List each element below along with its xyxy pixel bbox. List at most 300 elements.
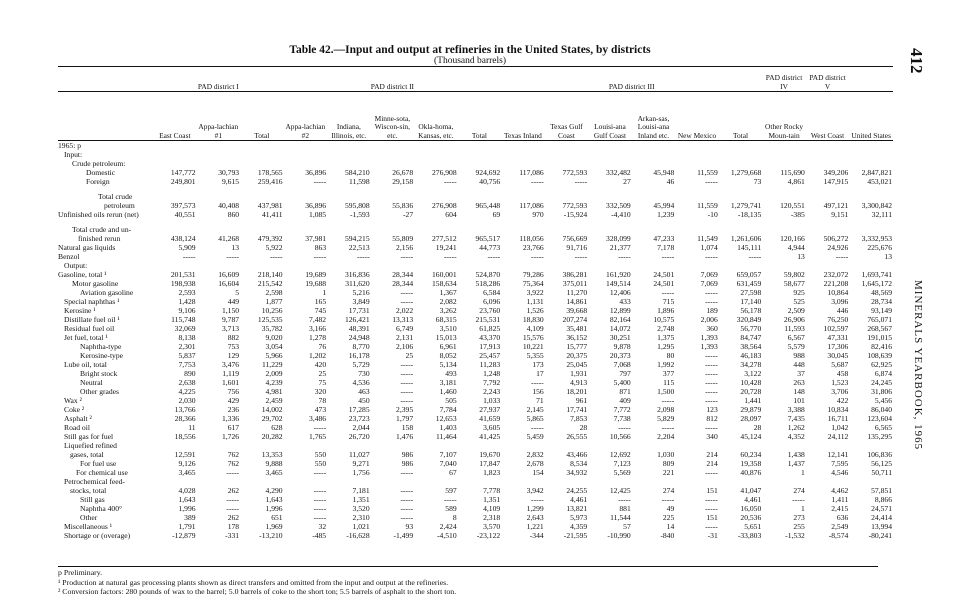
table-cell: 17 (536, 369, 544, 378)
table-cell: 24,501 (653, 270, 675, 279)
table-cell: 715 (662, 297, 675, 306)
table-cell (153, 159, 197, 168)
row-label: For fuel use (80, 459, 117, 468)
table-cell: 5,829 (657, 414, 675, 423)
row-label: Domestic (86, 168, 116, 177)
table-cell: 597 (445, 486, 457, 495)
table-cell: 39,668 (566, 306, 588, 315)
table-cell: 178,565 (257, 168, 283, 177)
table-cell: 890 (184, 369, 196, 378)
table-cell: 1,033 (483, 396, 501, 405)
table-cell: 9,126 (178, 459, 196, 468)
table-cell: 13 (231, 243, 240, 252)
group-header: PAD district IV (762, 67, 806, 92)
table-cell: 79,286 (522, 270, 544, 279)
table-cell: 135,295 (867, 432, 892, 441)
table-cell: -344 (529, 531, 544, 540)
table-cell: 32,069 (174, 324, 196, 333)
table-cell: 812 (706, 414, 718, 423)
table-cell: 9,271 (352, 459, 370, 468)
table-cell: 50,711 (871, 468, 892, 477)
table-cell: 7,040 (439, 459, 457, 468)
table-cell: 3,096 (831, 297, 849, 306)
table-cell (284, 150, 328, 159)
table-title: Table 42.—Input and output at refineries in the United States, by districts (289, 44, 651, 56)
table-cell: 2,301 (178, 342, 196, 351)
table-cell: 584,210 (344, 168, 370, 177)
table-cell: 1 (801, 504, 805, 513)
table-cell (197, 159, 241, 168)
table-cell: ----- (313, 495, 327, 504)
table-cell (501, 141, 545, 151)
table-cell: ----- (792, 495, 805, 504)
table-cell: 3,122 (744, 369, 762, 378)
table-cell: 2,832 (526, 450, 544, 459)
table-cell: ----- (400, 504, 414, 513)
table-cell: 5,456 (874, 396, 892, 405)
table-cell (675, 141, 719, 151)
table-cell (545, 141, 589, 151)
table-cell (545, 441, 589, 450)
table-cell: 76 (318, 342, 327, 351)
table-cell (806, 150, 850, 159)
table-cell (675, 150, 719, 159)
table-cell: 1,393 (700, 333, 718, 342)
table-cell (675, 261, 719, 270)
table-cell: 236 (227, 405, 240, 414)
table-cell: 25,457 (479, 351, 501, 360)
table-cell: 14,002 (261, 405, 283, 414)
table-cell (719, 477, 763, 486)
table-cell: 9,615 (221, 177, 240, 186)
row-label: Bright stock (80, 369, 118, 378)
table-cell: ----- (574, 252, 588, 261)
table-cell: 29,702 (261, 414, 283, 423)
column-header: United States (849, 92, 893, 141)
table-cell: 2,030 (178, 396, 196, 405)
table-cell: 4,462 (831, 486, 849, 495)
footnotes (58, 566, 878, 597)
table-cell (806, 192, 850, 201)
table-cell: ----- (400, 288, 414, 297)
table-cell: 165 (314, 297, 327, 306)
table-cell (719, 150, 763, 159)
table-cell (632, 141, 676, 151)
table-cell: 31,806 (871, 387, 892, 396)
table-cell (458, 150, 502, 159)
table-cell: ----- (400, 513, 414, 522)
group-header: PAD district II (284, 67, 502, 92)
table-cell: 17,731 (348, 306, 370, 315)
table-cell: 924,692 (475, 168, 501, 177)
table-cell (414, 141, 458, 151)
table-cell: 61,825 (479, 324, 501, 333)
table-row (58, 387, 893, 396)
table-cell: 550 (314, 450, 327, 459)
row-label: Total crude and un- (72, 225, 132, 234)
row-label: Foreign (86, 177, 110, 186)
table-row (58, 486, 893, 495)
table-cell (501, 261, 545, 270)
table-cell (675, 477, 719, 486)
table-cell: 970 (532, 210, 544, 219)
table-cell: 860 (227, 210, 240, 219)
table-cell: 730 (358, 369, 370, 378)
table-cell: 756,669 (562, 234, 588, 243)
table-cell: 26,678 (392, 168, 414, 177)
table-cell: -16,628 (346, 531, 370, 540)
table-cell: ----- (400, 369, 414, 378)
row-label: Motor gasoline (72, 279, 119, 288)
table-cell: -8,574 (828, 531, 849, 540)
table-cell (153, 261, 197, 270)
table-cell (588, 261, 632, 270)
table-cell: ----- (618, 495, 631, 504)
table-cell: 1,791 (178, 522, 196, 531)
table-cell: 659,057 (736, 270, 762, 279)
table-cell: 1,278 (309, 333, 327, 342)
table-cell: 772,593 (562, 201, 588, 210)
table-row (58, 342, 893, 351)
table-cell: 26,720 (348, 432, 370, 441)
table-cell: 463 (358, 387, 370, 396)
table-cell (327, 225, 371, 234)
table-cell: 1,393 (700, 342, 718, 351)
table-cell: 19,689 (305, 270, 327, 279)
table-cell: 45,124 (740, 432, 762, 441)
table-cell: 965,448 (475, 201, 501, 210)
table-cell (153, 477, 197, 486)
table-cell (458, 441, 502, 450)
table-cell: 449 (227, 297, 240, 306)
table-row (58, 369, 893, 378)
table-cell: 214 (706, 459, 718, 468)
table-cell: 28,344 (392, 270, 414, 279)
table-cell: 123,604 (867, 414, 892, 423)
table-cell: 9,787 (221, 315, 240, 324)
table-cell: 1,279,741 (730, 201, 762, 210)
table-cell: 4,239 (265, 378, 283, 387)
table-cell: ----- (531, 495, 544, 504)
table-cell: 1,460 (439, 387, 457, 396)
table-cell (806, 441, 850, 450)
table-cell: 14,861 (566, 297, 588, 306)
table-cell (762, 159, 806, 168)
table-cell: 16,178 (348, 351, 370, 360)
table-row (58, 495, 893, 504)
table-cell: 108,639 (867, 351, 892, 360)
table-cell: -840 (660, 531, 675, 540)
table-cell: 765,071 (867, 315, 892, 324)
table-cell: 2,638 (178, 378, 196, 387)
table-cell: 16,604 (218, 279, 240, 288)
table-cell: 11,598 (349, 177, 370, 186)
table-cell: 35,782 (261, 324, 283, 333)
table-cell: 493 (445, 369, 457, 378)
table-cell: 2,098 (657, 405, 675, 414)
table-cell: 2,395 (396, 405, 414, 414)
table-row (58, 432, 893, 441)
table-cell: 328,099 (606, 234, 631, 243)
table-cell: 268,567 (867, 324, 892, 333)
table-cell: 3,054 (265, 342, 283, 351)
table-cell: ----- (661, 288, 675, 297)
table-cell: 3,922 (526, 288, 544, 297)
table-cell: 34,278 (740, 360, 762, 369)
table-cell (545, 159, 589, 168)
table-cell: ----- (705, 396, 718, 405)
table-cell (762, 441, 806, 450)
table-cell: 7,178 (657, 243, 675, 252)
table-cell: 30,793 (218, 168, 240, 177)
table-cell (414, 441, 458, 450)
table-cell: 8,770 (352, 342, 370, 351)
table-cell: 1,119 (222, 369, 240, 378)
table-cell: 11,593 (784, 324, 805, 333)
table-cell: ----- (226, 252, 240, 261)
table-cell (240, 261, 284, 270)
table-cell: 1,262 (787, 423, 805, 432)
table-cell (240, 192, 284, 201)
table-cell: 1,131 (526, 297, 544, 306)
table-cell: 20,373 (609, 351, 631, 360)
table-cell (849, 192, 893, 201)
table-cell: ----- (400, 252, 414, 261)
table-cell: 1,202 (309, 351, 327, 360)
table-cell: 173 (532, 360, 544, 369)
row-label: Naphtha-type (80, 342, 122, 351)
table-cell: ----- (400, 468, 414, 477)
table-cell: 120,551 (780, 201, 805, 210)
table-cell: 276,908 (431, 168, 457, 177)
table-cell: 19,688 (305, 279, 327, 288)
table-cell (588, 159, 632, 168)
table-cell: 15,013 (435, 333, 457, 342)
table-cell: 863 (314, 243, 327, 252)
table-row (58, 150, 893, 159)
table-cell: ----- (269, 252, 283, 261)
table-cell: 320 (314, 387, 327, 396)
table-cell: 20,536 (740, 513, 762, 522)
table-cell (197, 150, 241, 159)
table-cell: 389 (184, 513, 196, 522)
table-cell: ----- (313, 486, 327, 495)
table-cell: 3,465 (178, 468, 196, 477)
table-cell: 29,879 (740, 405, 762, 414)
table-cell: 11,544 (610, 513, 631, 522)
table-cell (371, 441, 415, 450)
table-cell: 30,045 (827, 351, 849, 360)
table-cell: 5,909 (178, 243, 196, 252)
table-cell: 41,425 (479, 432, 501, 441)
table-row (58, 141, 893, 151)
table-cell: 3,942 (526, 486, 544, 495)
table-cell: 3,262 (439, 306, 457, 315)
table-cell: 255 (793, 522, 805, 531)
table-cell: 6,874 (874, 369, 892, 378)
table-cell: 148 (793, 387, 805, 396)
table-cell: 27,937 (479, 405, 501, 414)
table-cell (632, 261, 676, 270)
table-cell (849, 261, 893, 270)
table-cell: ----- (400, 387, 414, 396)
table-row (58, 297, 893, 306)
table-cell: ----- (226, 468, 240, 477)
table-cell: 5,400 (613, 378, 631, 387)
table-cell: 24,501 (653, 279, 675, 288)
table-cell (849, 477, 893, 486)
row-label: 1965: p (58, 141, 81, 150)
table-cell: 316,836 (344, 270, 370, 279)
table-cell: ----- (531, 177, 544, 186)
table-cell: 91,716 (566, 243, 588, 252)
table-cell: 14 (666, 522, 675, 531)
table-cell: 3,476 (221, 360, 240, 369)
table-row (58, 324, 893, 333)
table-cell: 106,836 (867, 450, 892, 459)
table-cell: 1,756 (352, 468, 370, 477)
table-cell: 12,899 (609, 306, 631, 315)
table-cell: 5,651 (744, 522, 762, 531)
table-cell: -4,510 (437, 531, 457, 540)
table-cell: 158,634 (431, 279, 457, 288)
table-cell: 274 (793, 486, 805, 495)
table-cell: -1,499 (393, 531, 414, 540)
table-cell: ----- (313, 177, 327, 186)
table-cell: ----- (748, 252, 762, 261)
table-cell: ----- (400, 297, 414, 306)
table-cell (675, 441, 719, 450)
table-cell (806, 261, 850, 270)
table-cell: 117,086 (519, 168, 544, 177)
table-cell: 7,595 (831, 459, 849, 468)
table-cell: 320,849 (736, 315, 762, 324)
table-cell: 2,415 (831, 504, 849, 513)
table-cell: 13 (884, 252, 892, 261)
table-cell: 11,270 (566, 288, 588, 297)
table-cell: 40,876 (740, 468, 762, 477)
table-cell: 2,318 (483, 513, 501, 522)
table-cell: ----- (400, 360, 414, 369)
table-cell: 1,248 (483, 369, 501, 378)
table-cell: -13,210 (259, 531, 283, 540)
table-cell: 12,692 (609, 450, 631, 459)
table-cell: 4,944 (787, 243, 805, 252)
table-cell: 311,620 (345, 279, 370, 288)
row-label: Miscellaneous ¹ (64, 522, 113, 531)
table-cell: 375,011 (562, 279, 588, 288)
table-cell: 1,042 (831, 423, 849, 432)
table-cell (153, 150, 197, 159)
table-cell: 151 (706, 513, 718, 522)
column-header: Total (240, 92, 284, 141)
table-cell (197, 141, 241, 151)
table-cell: ----- (313, 504, 327, 513)
table-cell (849, 141, 893, 151)
table-cell: 422 (836, 396, 849, 405)
footnote: p Preliminary. (58, 568, 103, 577)
table-cell (849, 225, 893, 234)
table-cell: 93,149 (871, 306, 892, 315)
row-label: Distillate fuel oil ¹ (64, 315, 120, 324)
table-cell: 48,391 (348, 324, 370, 333)
column-header: Minne-sota, Wiscon-sin, etc. (371, 92, 415, 141)
table-cell: 36,896 (305, 201, 327, 210)
table-cell (806, 141, 850, 151)
row-label: Kerosine ¹ (64, 306, 96, 315)
table-body (58, 141, 893, 541)
column-header: Other Rocky Moun-tain (762, 92, 806, 141)
table-cell (327, 192, 371, 201)
data-table (58, 66, 893, 540)
table-cell (371, 477, 415, 486)
table-cell: ----- (356, 252, 370, 261)
table-cell: ----- (705, 378, 718, 387)
table-cell: 756 (227, 387, 240, 396)
table-cell: 46,183 (740, 351, 762, 360)
table-cell: 101 (793, 396, 805, 405)
table-cell: 986 (401, 450, 414, 459)
table-cell: 4,461 (570, 495, 588, 504)
table-cell: 7,069 (700, 270, 718, 279)
table-row (58, 279, 893, 288)
table-cell: 1,476 (396, 432, 414, 441)
table-cell: 2,424 (439, 522, 457, 531)
table-cell: 20,728 (740, 387, 762, 396)
table-cell: 11,549 (697, 234, 718, 243)
table-cell: 1,643 (178, 495, 196, 504)
table-cell: 13 (797, 252, 805, 261)
table-cell: 1,279,668 (730, 168, 762, 177)
table-cell: 156 (532, 387, 544, 396)
column-header: Louisi-ana Gulf Coast (588, 92, 632, 141)
row-label: finished rerun (78, 234, 121, 243)
table-cell: 377 (662, 369, 675, 378)
table-cell: 1,367 (439, 288, 457, 297)
table-row (58, 261, 893, 270)
table-cell (414, 477, 458, 486)
table-cell: 1,500 (657, 387, 675, 396)
table-cell: 4,109 (483, 504, 501, 513)
table-cell: 4,536 (352, 378, 370, 387)
table-cell: ----- (400, 378, 414, 387)
table-cell (806, 477, 850, 486)
table-cell: 117,086 (519, 201, 544, 210)
table-cell: 25,045 (566, 360, 588, 369)
table-cell: 1,295 (657, 342, 675, 351)
table-cell: 76,250 (827, 315, 849, 324)
table-cell: 120,166 (780, 234, 805, 243)
column-header: Appa-lachian #1 (197, 92, 241, 141)
row-label: Jet fuel, total ¹ (64, 333, 108, 342)
table-cell: 102,597 (823, 324, 849, 333)
table-row (58, 192, 893, 201)
table-cell (327, 159, 371, 168)
table-cell (371, 141, 415, 151)
row-label: Benzol (58, 252, 80, 261)
table-cell: 13,766 (174, 405, 196, 414)
table-cell: 43,466 (566, 450, 588, 459)
table-cell: 214 (706, 450, 718, 459)
table-cell: 5,216 (352, 288, 370, 297)
table-cell (414, 261, 458, 270)
table-cell: 5,579 (787, 342, 805, 351)
group-header: PAD district III (501, 67, 762, 92)
table-cell: 147,915 (823, 177, 849, 186)
table-cell: 1,969 (265, 522, 283, 531)
table-cell: ----- (705, 288, 718, 297)
table-cell: ----- (400, 486, 414, 495)
